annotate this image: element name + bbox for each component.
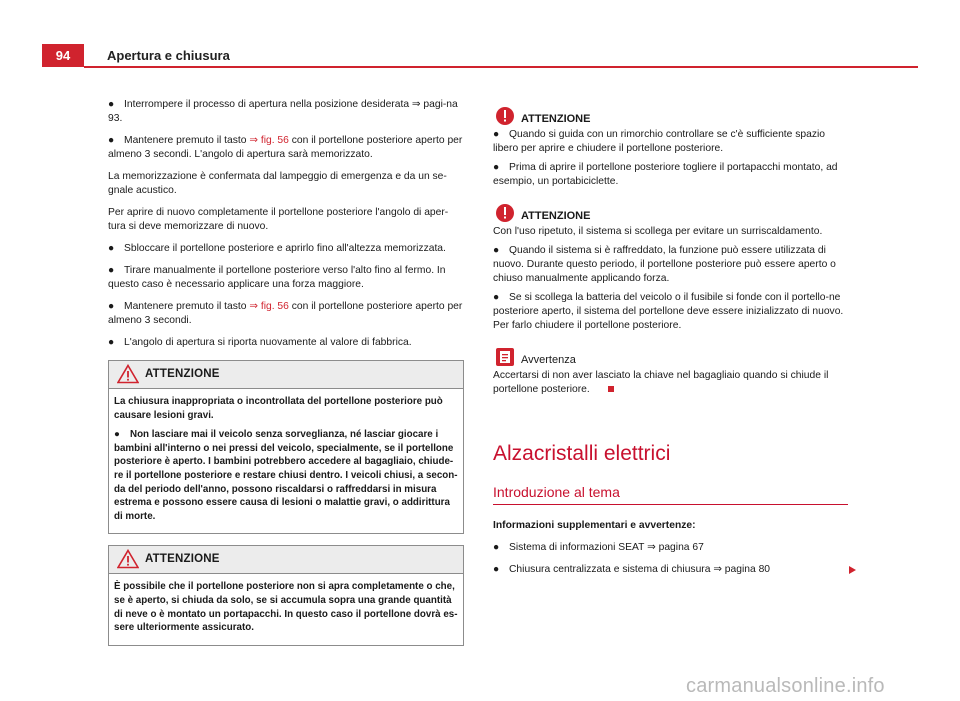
bullet-icon: ● (108, 99, 115, 110)
caution-header (493, 106, 848, 126)
bullet-icon: ● (493, 542, 500, 553)
bullet-icon: ● (493, 245, 500, 256)
section-title: Alzacristalli elettrici (493, 442, 671, 465)
fig-link[interactable]: ⇒ fig. 56 (249, 301, 289, 312)
bullet-icon: ● (108, 301, 115, 312)
page-title: Apertura e chiusura (107, 48, 230, 63)
caution-title: ATTENZIONE (521, 113, 591, 125)
right-column (493, 106, 848, 582)
bullet-icon: ● (108, 337, 115, 348)
caution-header (493, 203, 848, 223)
warning-bullet: ● Non lasciare mai il veicolo senza sorveglianza, né lasciar giocare i bambini all'interno o nei pressi del veicolo, specialmente, se il portellone posteriore è aperto. I bambini potrebbero accedere al bagagliaio, chiude-re il portellone posteriore e restare chiusi dentro. I veicoli chiusi, a secon-da del periodo dell'anno, possono riscaldarsi o raffreddarsi in misura estrema e possono essere causa di lesioni o malattie gravi, o addirittura di morte. (114, 429, 458, 522)
info-heading: Informazioni supplementari e avvertenze: (493, 520, 696, 531)
list-item: ● Prima di aprire il portellone posteriore togliere il portapacchi montato, ad esempio, un portabiciclette. (493, 162, 838, 187)
list-item: ● Sistema di informazioni SEAT ⇒ pagina 67 (493, 542, 704, 553)
next-page-arrow-icon[interactable] (849, 566, 856, 574)
note-document-icon (495, 347, 515, 367)
bullet-icon: ● (493, 564, 500, 575)
warning-title: ATTENZIONE (145, 368, 220, 380)
warning-triangle-icon (117, 364, 139, 384)
list-item: ● Sbloccare il portellone posteriore e aprirlo fino all'altezza memorizzata. (108, 243, 446, 254)
watermark: carmanualsonline.info (686, 675, 885, 697)
caution-circle-icon (495, 106, 515, 126)
list-item: ● Se si scollega la batteria del veicolo o il fusibile si fonde con il portello-ne posteriore aperto, il sistema del portellone deve essere inizializzato di nuovo. Per farlo chiudere il portellone posteriore. (493, 292, 844, 331)
warning-triangle-icon (117, 549, 139, 569)
note-text: Accertarsi di non aver lasciato la chiave nel bagagliaio quando si chiude il portellone posteriore. (493, 370, 829, 395)
bullet-icon: ● (108, 243, 115, 254)
caution-intro: Con l'uso ripetuto, il sistema si scollega per evitare un surriscaldamento. (493, 226, 823, 237)
bullet-icon: ● (493, 292, 500, 303)
note-header (493, 347, 848, 367)
paragraph: La memorizzazione è confermata dal lampeggio di emergenza e da un se-gnale acustico. (108, 171, 447, 196)
end-marker-icon (608, 386, 614, 392)
bullet-icon: ● (493, 129, 500, 140)
bullet-icon: ● (108, 135, 115, 146)
list-item: ● Tirare manualmente il portellone posteriore verso l'alto fino al fermo. In questo caso è necessario applicare una forza maggiore. (108, 265, 446, 290)
caution-title: ATTENZIONE (521, 210, 591, 222)
warning-intro: La chiusura inappropriata o incontrollata del portellone posteriore può causare lesioni gravi. (114, 396, 443, 421)
list-item: ● Mantenere premuto il tasto ⇒ fig. 56 con il portellone posteriore aperto per almeno 3 secondi. L'angolo di apertura sarà memorizzato. (108, 135, 463, 160)
caution-circle-icon (495, 203, 515, 223)
list-item: ● Interrompere il processo di apertura nella posizione desiderata ⇒ pagi-na 93. (108, 99, 458, 124)
list-item: ● Chiusura centralizzata e sistema di chiusura ⇒ pagina 80 (493, 563, 848, 577)
subsection-title: Introduzione al tema (493, 483, 848, 505)
left-column (108, 98, 464, 657)
bullet-icon: ● (108, 265, 115, 276)
bullet-icon: ● (493, 162, 500, 173)
warning-box (108, 545, 464, 645)
page-number: 94 (42, 44, 84, 67)
list-item: ● Quando si guida con un rimorchio controllare se c'è sufficiente spazio libero per aprire e chiudere il portellone posteriore. (493, 129, 826, 154)
list-item: ● L'angolo di apertura si riporta nuovamente al valore di fabbrica. (108, 337, 412, 348)
list-item: ● Quando il sistema si è raffreddato, la funzione può essere utilizzata di nuovo. Durante questo periodo, il portellone posteriore può essere aperto o chiuso manualmente applicando forza. (493, 245, 836, 284)
header-divider (84, 66, 918, 68)
list-item: ● Mantenere premuto il tasto ⇒ fig. 56 con il portellone posteriore aperto per almeno 3 secondi. (108, 301, 463, 326)
paragraph: Per aprire di nuovo completamente il portellone posteriore l'angolo di aper-tura si deve memorizzare di nuovo. (108, 207, 449, 232)
warning-box (108, 360, 464, 534)
fig-link[interactable]: ⇒ fig. 56 (249, 135, 289, 146)
warning-title: ATTENZIONE (145, 553, 220, 566)
note-title: Avvertenza (521, 354, 576, 366)
bullet-icon: ● (114, 429, 120, 441)
warning-text: È possibile che il portellone posteriore non si apra completamente o che, se è aperto, si chiuda da solo, se si accumula sopra una grande quantità di neve o è montato un portapacchi. In questo caso il portellone dovrà es-sere ulteriormente assicurato. (114, 581, 458, 634)
